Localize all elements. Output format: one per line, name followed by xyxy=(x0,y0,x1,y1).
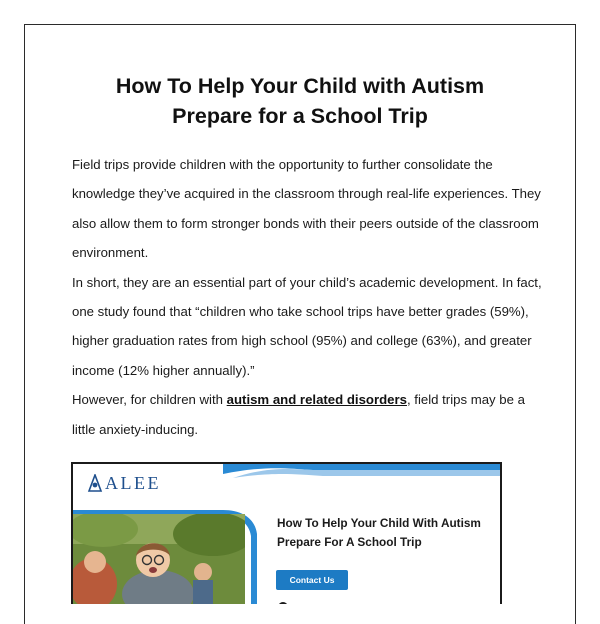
banner-title: How To Help Your Child With Autism Prepare For A School Trip xyxy=(277,516,481,549)
document-page xyxy=(24,24,576,624)
paragraph-2: In short, they are an essential part of your child’s academic development. In fact, one study found that “children who take school trips have better grades (59%), higher graduation rates from high school (95%) and college (63%), and greater income (12% higher annually).” xyxy=(72,274,542,378)
page-title xyxy=(25,71,575,131)
contact-us-button[interactable]: Contact Us xyxy=(276,570,348,590)
article-banner-image xyxy=(71,462,502,604)
paragraph-3-start: However, for children with xyxy=(72,392,227,408)
article-body xyxy=(72,150,542,444)
alee-logo xyxy=(87,474,161,492)
title-line-2: Prepare for a School Trip xyxy=(172,104,428,128)
paragraph-3 xyxy=(72,385,542,444)
paragraph-3-end: , field trips may be a little anxiety-inducing. xyxy=(72,392,525,437)
title-line-1: How To Help Your Child with Autism xyxy=(115,74,485,98)
alee-logo-icon xyxy=(87,474,103,492)
children-outdoors-illustration xyxy=(73,514,245,604)
child-photo xyxy=(73,514,245,604)
logo-wordmark: ALEE xyxy=(105,473,161,493)
partial-icon xyxy=(278,598,296,604)
paragraph-1: Field trips provide children with the opportunity to further consolidate the knowledge they’ve acquired in the classroom through real-life experiences. They also allow them to form stronger bonds with their peers outside of the classroom environment. xyxy=(72,157,541,261)
autism-disorders-link[interactable]: autism and related disorders xyxy=(226,392,407,408)
